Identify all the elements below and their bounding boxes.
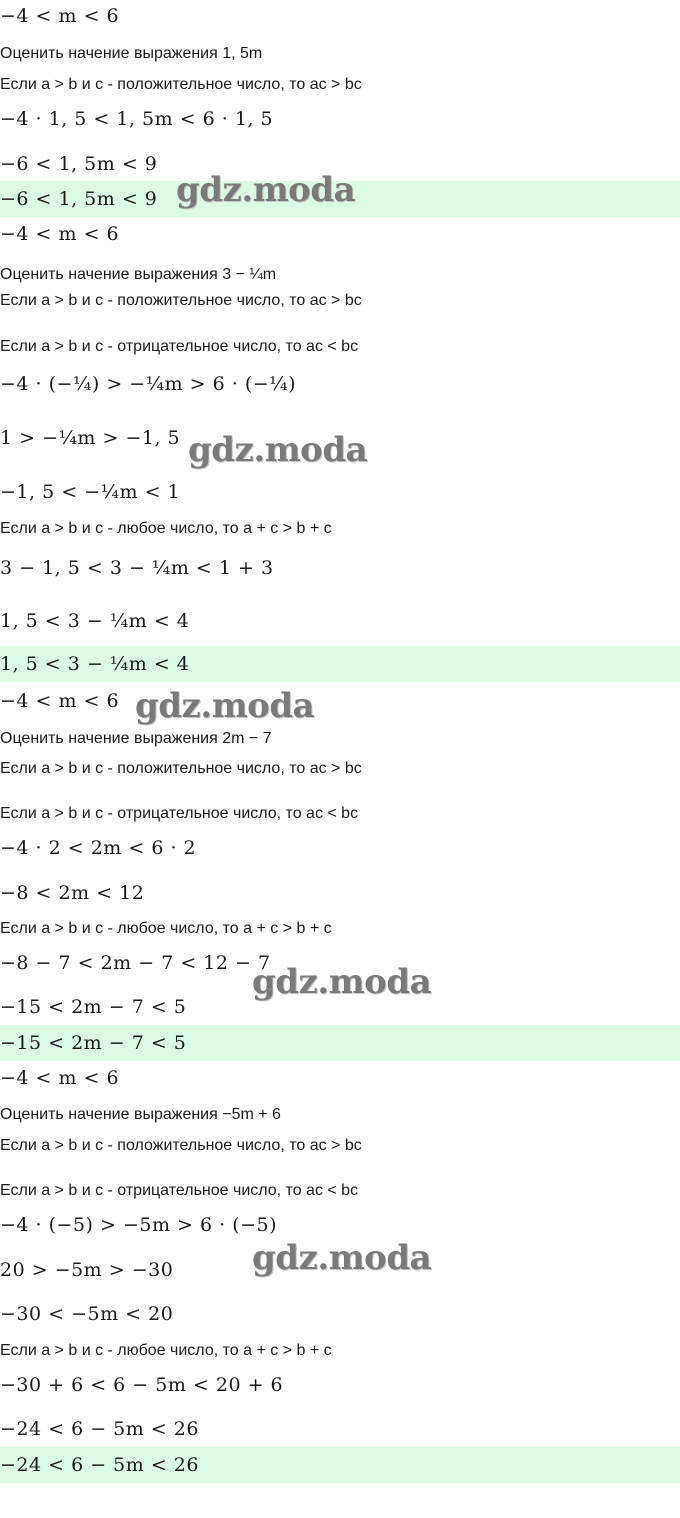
expression-line: 3 − 1, 5 < 3 − ¼m < 1 + 3: [0, 557, 274, 579]
expression-line: −4 < m < 6: [0, 223, 120, 245]
expression-line: −4 < m < 6: [0, 1067, 120, 1089]
expression-line: −4 · 1, 5 < 1, 5m < 6 · 1, 5: [0, 108, 274, 130]
answer-text: −15 < 2m − 7 < 5: [0, 1032, 187, 1054]
expression-line: −6 < 1, 5m < 9: [0, 153, 158, 175]
answer-highlight: [0, 1447, 680, 1483]
expression-line: −4 · (−5) > −5m > 6 · (−5): [0, 1214, 278, 1236]
answer-text: −6 < 1, 5m < 9: [0, 188, 158, 210]
answer-text: −24 < 6 − 5m < 26: [0, 1454, 199, 1476]
expression-line: −4 · 2 < 2m < 6 · 2: [0, 837, 197, 859]
watermark: gdz.moda: [188, 430, 368, 470]
rule-line: Если a > b и c - отрицательное число, то ac < bc: [0, 805, 359, 822]
answer-highlight: [0, 646, 680, 682]
expression-line: −30 + 6 < 6 − 5m < 20 + 6: [0, 1374, 284, 1396]
rule-line: Если a > b и c - положительное число, то ac > bc: [0, 76, 362, 93]
rule-line: Если a > b и c - отрицательное число, то ac < bc: [0, 1182, 359, 1199]
expression-line: −8 − 7 < 2m − 7 < 12 − 7: [0, 952, 271, 974]
watermark: gdz.moda: [176, 170, 356, 210]
rule-line: Если a > b и c - любое число, то a + c > b + c: [0, 520, 332, 537]
task-heading: Оценить начение выражения 3 − ¼m: [0, 266, 277, 283]
task-heading: Оценить начение выражения 1, 5m: [0, 45, 263, 62]
rule-line: Если a > b и c - любое число, то a + c > b + c: [0, 1342, 332, 1359]
rule-line: Если a > b и c - отрицательное число, то ac < bc: [0, 338, 359, 355]
expression-line: −24 < 6 − 5m < 26: [0, 1418, 199, 1440]
task-heading: Оценить начение выражения −5m + 6: [0, 1106, 281, 1123]
rule-line: Если a > b и c - положительное число, то ac > bc: [0, 760, 362, 777]
task-heading: Оценить начение выражения 2m − 7: [0, 730, 272, 747]
expression-line: −1, 5 < −¼m < 1: [0, 481, 181, 503]
expression-line: −30 < −5m < 20: [0, 1303, 174, 1325]
answer-highlight: [0, 1025, 680, 1061]
watermark: gdz.moda: [135, 686, 315, 726]
expression-line: 20 > −5m > −30: [0, 1259, 174, 1281]
expression-line: −4 < m < 6: [0, 690, 120, 712]
expression-line: −15 < 2m − 7 < 5: [0, 996, 187, 1018]
expression-line: −4 < m < 6: [0, 5, 120, 27]
expression-line: 1 > −¼m > −1, 5: [0, 427, 181, 449]
watermark: gdz.moda: [252, 962, 432, 1002]
expression-line: 1, 5 < 3 − ¼m < 4: [0, 610, 190, 632]
answer-text: 1, 5 < 3 − ¼m < 4: [0, 653, 190, 675]
rule-line: Если a > b и c - любое число, то a + c > b + c: [0, 920, 332, 937]
rule-line: Если a > b и c - положительное число, то ac > bc: [0, 1137, 362, 1154]
expression-line: −4 · (−¼) > −¼m > 6 · (−¼): [0, 373, 297, 395]
watermark: gdz.moda: [252, 1238, 432, 1278]
expression-line: −8 < 2m < 12: [0, 882, 145, 904]
rule-line: Если a > b и c - положительное число, то ac > bc: [0, 292, 362, 309]
